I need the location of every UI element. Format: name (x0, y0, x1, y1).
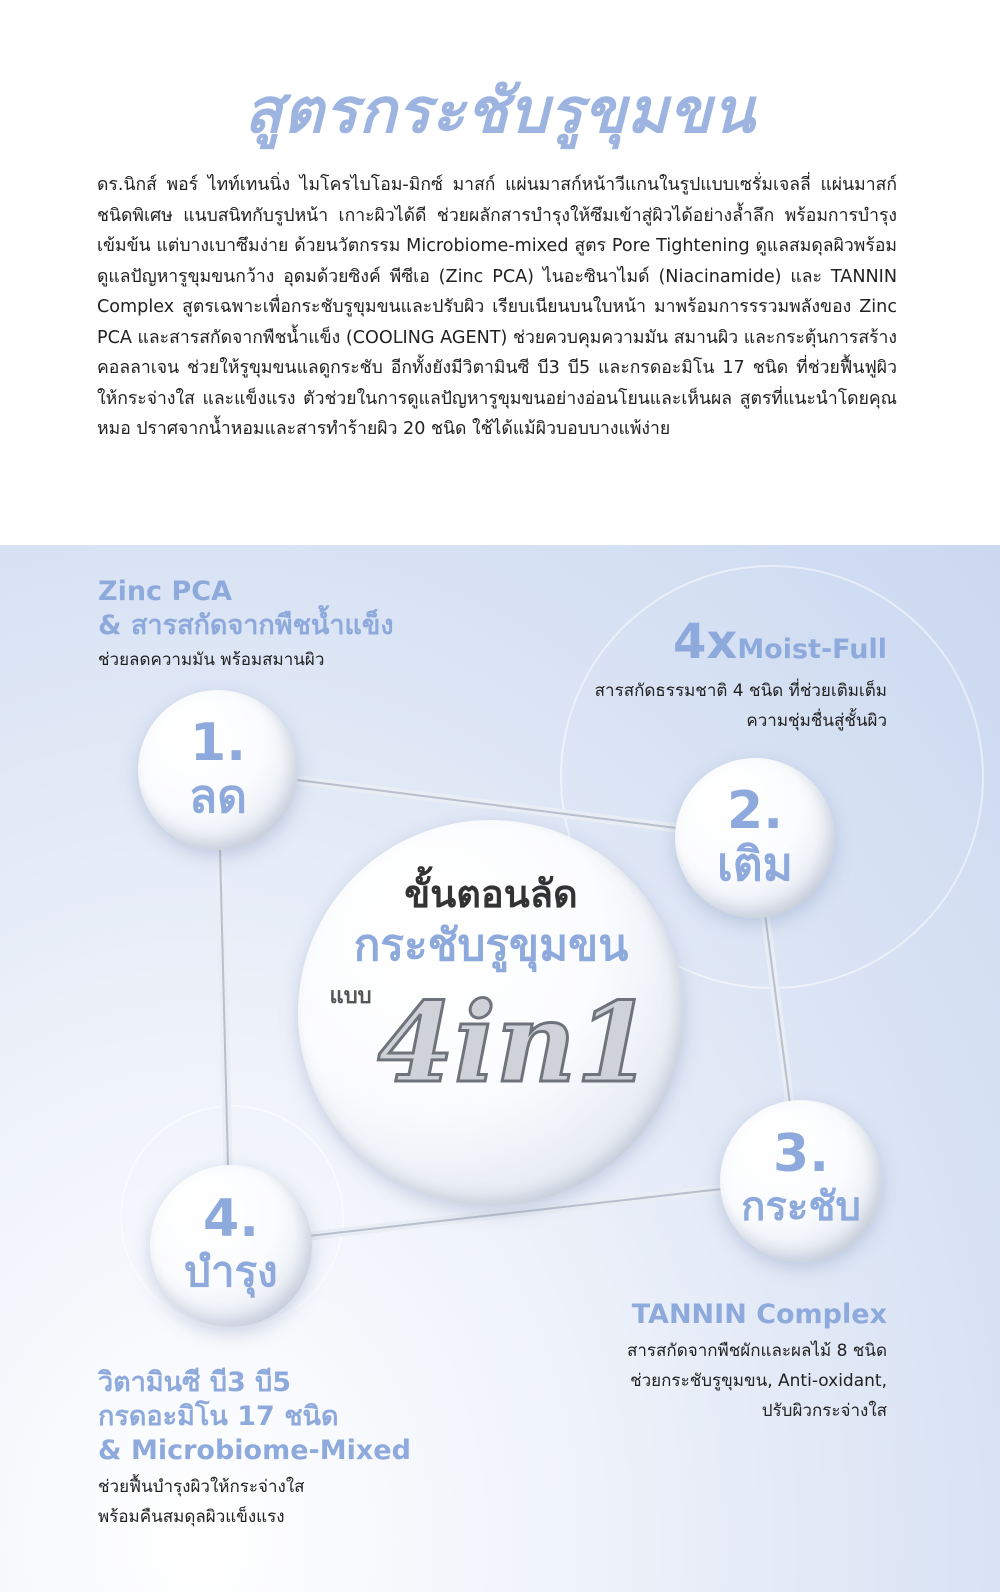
feature-2-desc-line: ความชุ่มชื่นสู่ชั้นผิว (746, 711, 887, 731)
bubble-step-4 (150, 1165, 312, 1327)
feature-4-desc-line: พร้อมคืนสมดุลผิวแข็งแรง (98, 1507, 285, 1527)
step-word: กระชับ (741, 1184, 861, 1230)
feature-1-title (98, 575, 394, 643)
feature-3-desc-line: ปรับผิวกระจ่างใส (761, 1401, 887, 1421)
bubble-step-3 (720, 1100, 882, 1262)
center-4in1-logo: 4in1 (377, 978, 653, 1107)
feature-4-desc (98, 1472, 305, 1532)
feature-3-desc-line: ช่วยกระชับรูขุมขน, Anti-oxidant, (630, 1371, 887, 1391)
feature-3-title: TANNIN Complex (631, 1299, 887, 1330)
feature-4-title-line: วิตามินซี บี3 บี5 (98, 1367, 292, 1398)
feature-2-desc-line: สารสกัดธรรมชาติ 4 ชนิด ที่ช่วยเติมเต็ม (594, 681, 887, 701)
center-4in1-row (330, 978, 653, 1108)
page-title: สูตรกระชับรูขุมขน (244, 74, 756, 147)
step-number: 2. (727, 781, 783, 841)
bubble-step-2 (675, 758, 835, 918)
step-word: เติม (717, 837, 793, 891)
step-number: 1. (190, 713, 246, 773)
center-line-2: กระชับรูขุมขน (353, 920, 629, 971)
bubble-step-1 (138, 690, 298, 850)
center-line-3: แบบ (329, 984, 372, 1009)
feature-4-desc-line: ช่วยฟื้นบำรุงผิวให้กระจ่างใส (98, 1477, 305, 1497)
feature-4-title (98, 1366, 411, 1468)
feature-2-desc (595, 676, 887, 736)
center-bubble (298, 820, 684, 1206)
step-number: 3. (773, 1124, 829, 1184)
step-word: ลด (188, 769, 248, 823)
feature-4-title-line: กรดอะมิโน 17 ชนิด (98, 1401, 339, 1432)
feature-1-title-line: & สารสกัดจากพืชน้ำแข็ง (98, 610, 394, 641)
product-description: ดร.นิกส์ พอร์ ไทท์เทนนิ่ง ไมโครไบโอม-มิกซ์ มาสก์ แผ่นมาสก์หน้าวีแกนในรูปแบบเซรั่มเจลลี่ แผ่นมาสก์ชนิดพิเศษ แนบสนิทกับรูปหน้า เกาะผิวได้ดี ช่วยผลักสารบำรุงให้ซึมเข้าสู่ผิวได้อย่างล้ำลึก พร้อมการบำรุงเข้มข้น แต่บางเบาซึมง่าย ด้วยนวัตกรรม Microbiome-mixed สูตร Pore Tightening ดูแลสมดุลผิวพร้อมดูแลปัญหารูขุมขนกว้าง อุดมด้วยซิงค์ พีซีเอ (Zinc PCA) ไนอะซินาไมด์ (Niacinamide) และ TANNIN Complex สูตรเฉพาะเพื่อกระชับรูขุมขนและปรับผิว เรียบเนียนบนใบหน้า มาพร้อมการรรวมพลังของ Zinc PCA และสารสกัดจากพืชน้ำแข็ง (COOLING AGENT) ช่วยควบคุมความมัน สมานผิว และกระตุ้นการสร้างคอลลาเจน ช่วยให้รูขุมขนแลดูกระชับ อีกทั้งยังมีวิตามินซี บี3 บี5 และกรดอะมิโน 17 ชนิด ที่ช่วยฟื้นฟูผิวให้กระจ่างใส และแข็งแรง ตัวช่วยในการดูแลปัญหารูขุมขนอย่างอ่อนโยนและเห็นผล สูตรที่แนะนำโดยคุณหมอ ปราศจากน้ำหอมและสารทำร้ายผิว 20 ชนิด ใช้ได้แม้ผิวบอบบางแพ้ง่าย (97, 175, 897, 439)
step-word: บำรุง (184, 1247, 278, 1296)
feature-2-big: 4x (672, 614, 738, 670)
feature-4-title-line: & Microbiome-Mixed (98, 1435, 411, 1466)
step-number: 4. (203, 1189, 259, 1249)
feature-3-desc-line: สารสกัดจากพืชผักและผลไม้ 8 ชนิด (626, 1341, 887, 1361)
center-line-1: ขั้นตอนลัด (404, 872, 578, 916)
feature-2-title (673, 614, 887, 670)
feature-1-desc: ช่วยลดความมัน พร้อมสมานผิว (98, 650, 325, 670)
feature-2-title-text: Moist-Full (737, 634, 887, 665)
feature-1-title-line: Zinc PCA (98, 576, 232, 607)
feature-3-desc (627, 1336, 887, 1426)
